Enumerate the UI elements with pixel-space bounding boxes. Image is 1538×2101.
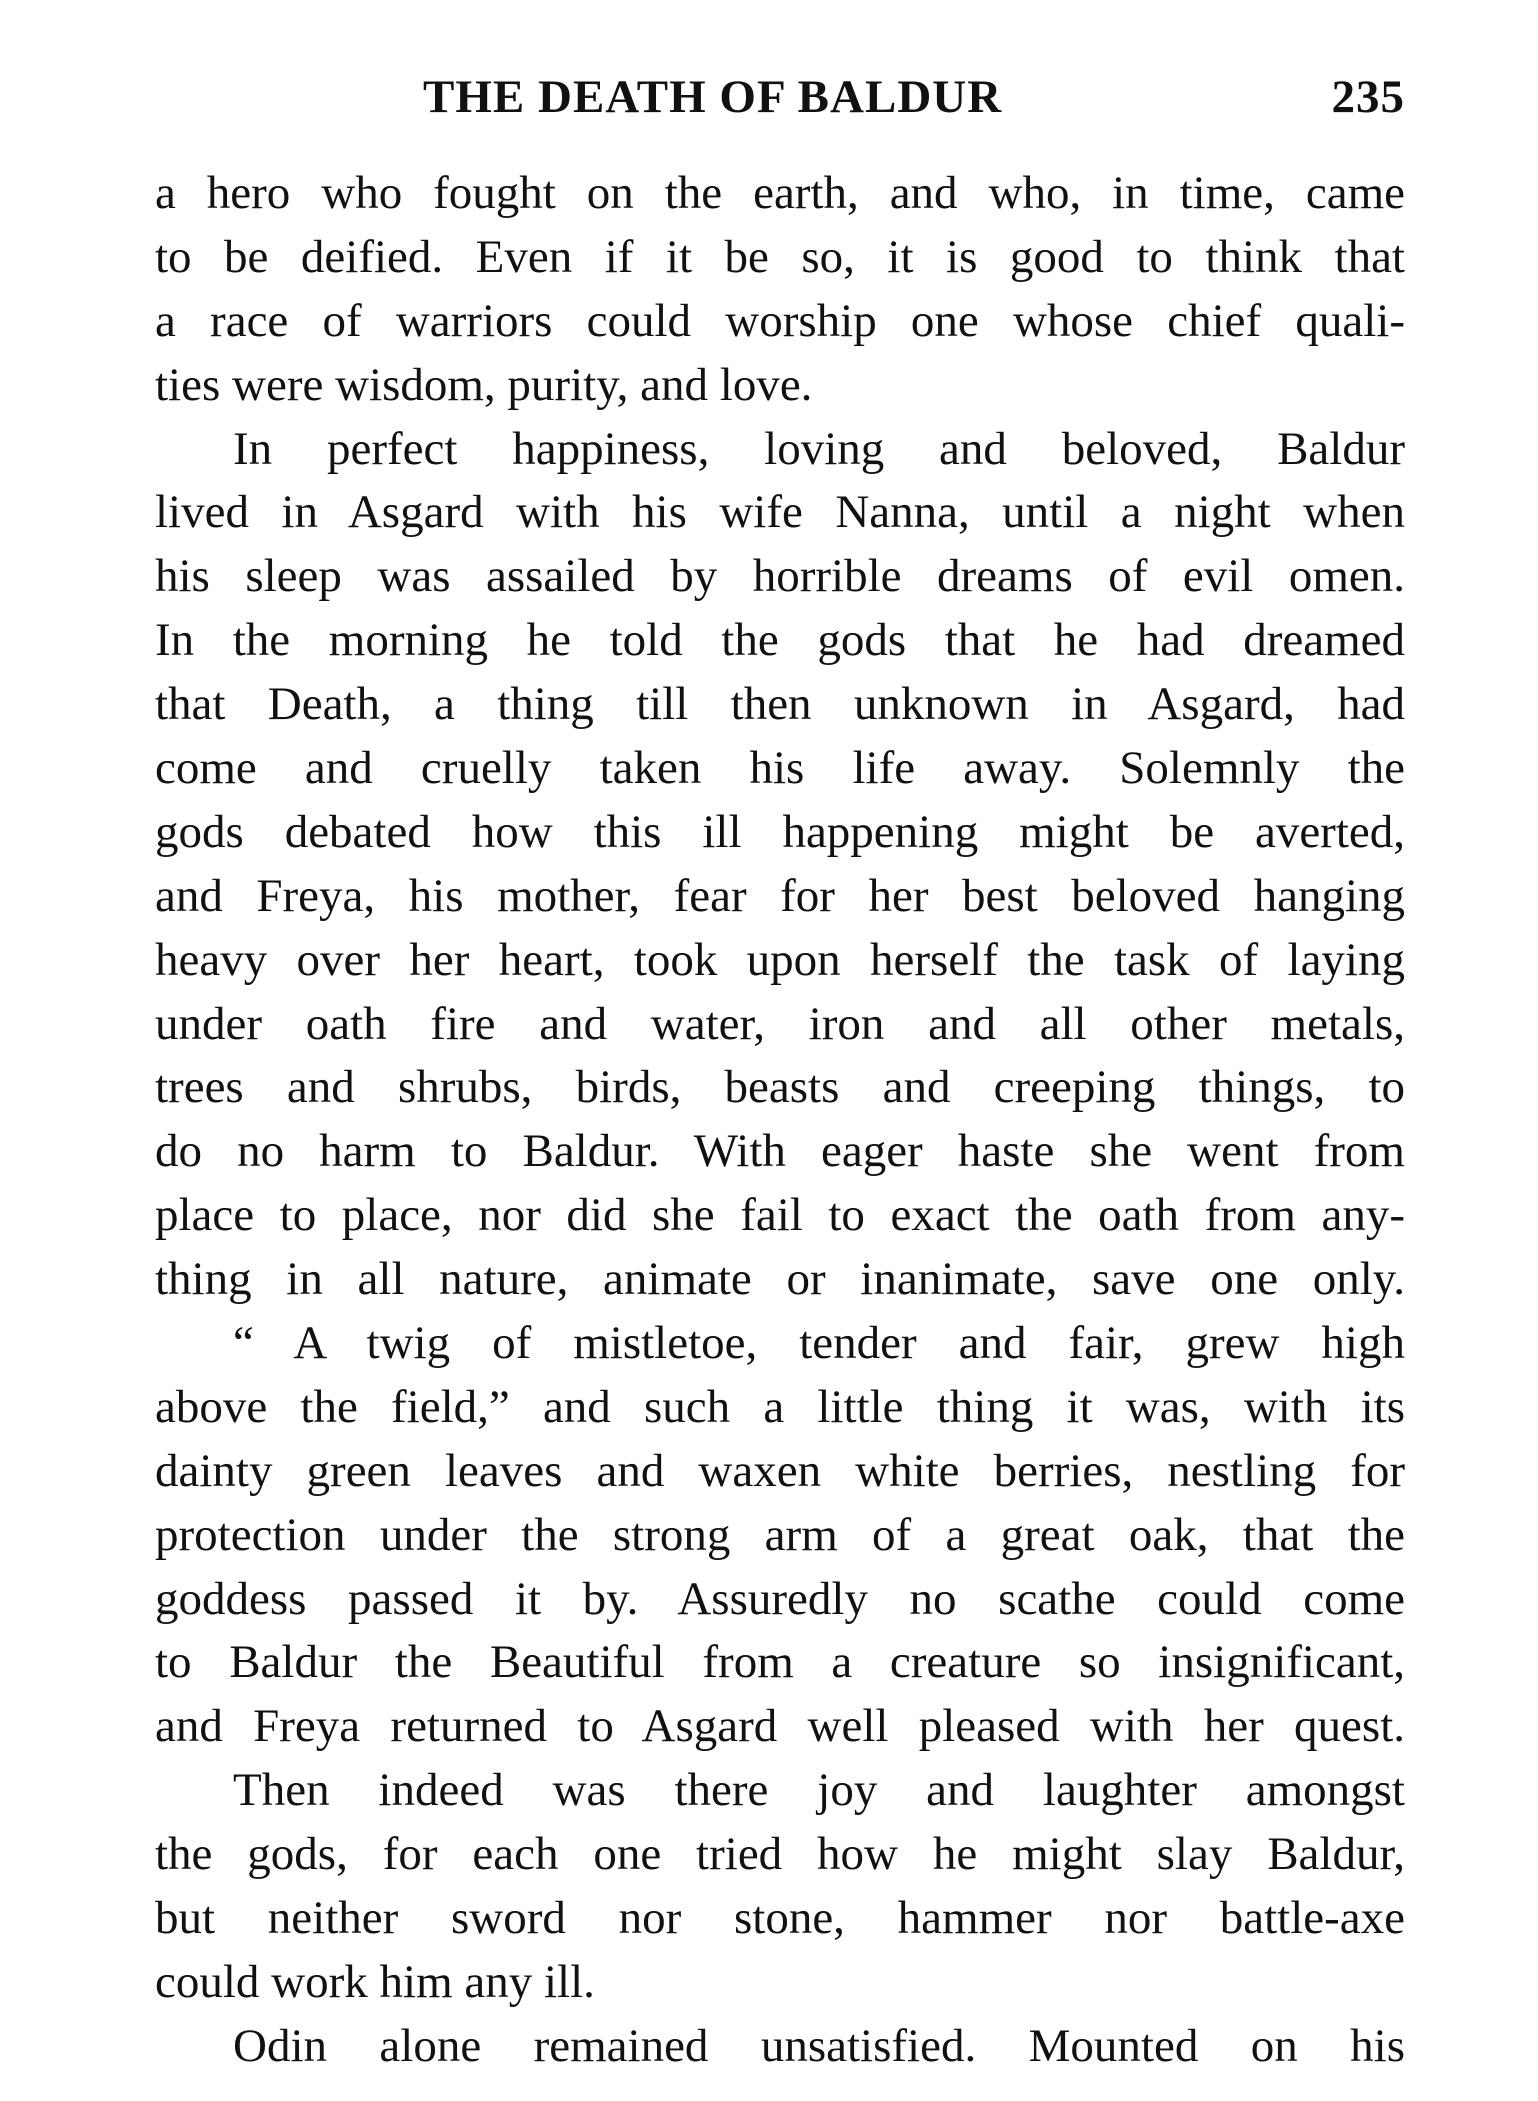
text-line: a race of warriors could worship one whose chief quali- (155, 294, 1405, 347)
text-line: place to place, nor did she fail to exact the oath from any- (155, 1189, 1405, 1242)
text-line: above the field,” and such a little thing it was, with its (155, 1380, 1405, 1433)
page-number: 235 (1331, 71, 1405, 123)
text-line: the gods, for each one tried how he might slay Baldur, (155, 1828, 1405, 1881)
book-page (155, 60, 1405, 2072)
text-line: under oath fire and water, iron and all other metals, (155, 997, 1405, 1050)
text-line: thing in all nature, animate or inanimate, save one only. (155, 1253, 1405, 1306)
text-line: do no harm to Baldur. With eager haste she went from (155, 1125, 1405, 1178)
text-line: trees and shrubs, birds, beasts and creeping things, to (155, 1061, 1405, 1114)
text-line: goddess passed it by. Assuredly no scathe could come (155, 1572, 1405, 1625)
text-line: “ A twig of mistletoe, tender and fair, grew high (233, 1317, 1405, 1370)
text-line: gods debated how this ill happening might be averted, (155, 805, 1405, 858)
text-line: to Baldur the Beautiful from a creature so insignificant, (155, 1636, 1405, 1689)
text-line: that Death, a thing till then unknown in Asgard, had (155, 678, 1405, 731)
text-line: ties were wisdom, purity, and love. (155, 358, 813, 411)
text-line: to be deified. Even if it be so, it is good to think that (155, 230, 1405, 283)
text-line: protection under the strong arm of a great oak, that the (155, 1508, 1405, 1561)
running-head (155, 60, 1405, 140)
text-line: Then indeed was there joy and laughter amongst (233, 1764, 1405, 1817)
text-line: In the morning he told the gods that he had dreamed (155, 614, 1405, 667)
text-line: and Freya returned to Asgard well pleased with her quest. (155, 1700, 1405, 1753)
text-line: Odin alone remained unsatisfied. Mounted on his (233, 2019, 1405, 2072)
body-text (155, 162, 1405, 2079)
text-line: and Freya, his mother, fear for her best beloved hanging (155, 869, 1405, 922)
text-line: could work him any ill. (155, 1955, 595, 2008)
running-title: THE DEATH OF BALDUR (423, 71, 1003, 123)
text-line: In perfect happiness, loving and beloved, Baldur (233, 422, 1405, 475)
text-line: heavy over her heart, took upon herself the task of laying (155, 933, 1405, 986)
text-line: but neither sword nor stone, hammer nor battle-axe (155, 1892, 1405, 1945)
text-line: a hero who fought on the earth, and who, in time, came (155, 167, 1405, 219)
text-line: his sleep was assailed by horrible dreams of evil omen. (155, 550, 1405, 603)
text-line: come and cruelly taken his life away. Solemnly the (155, 742, 1405, 795)
text-line: dainty green leaves and waxen white berries, nestling for (155, 1444, 1405, 1497)
text-line: lived in Asgard with his wife Nanna, until a night when (155, 486, 1405, 539)
